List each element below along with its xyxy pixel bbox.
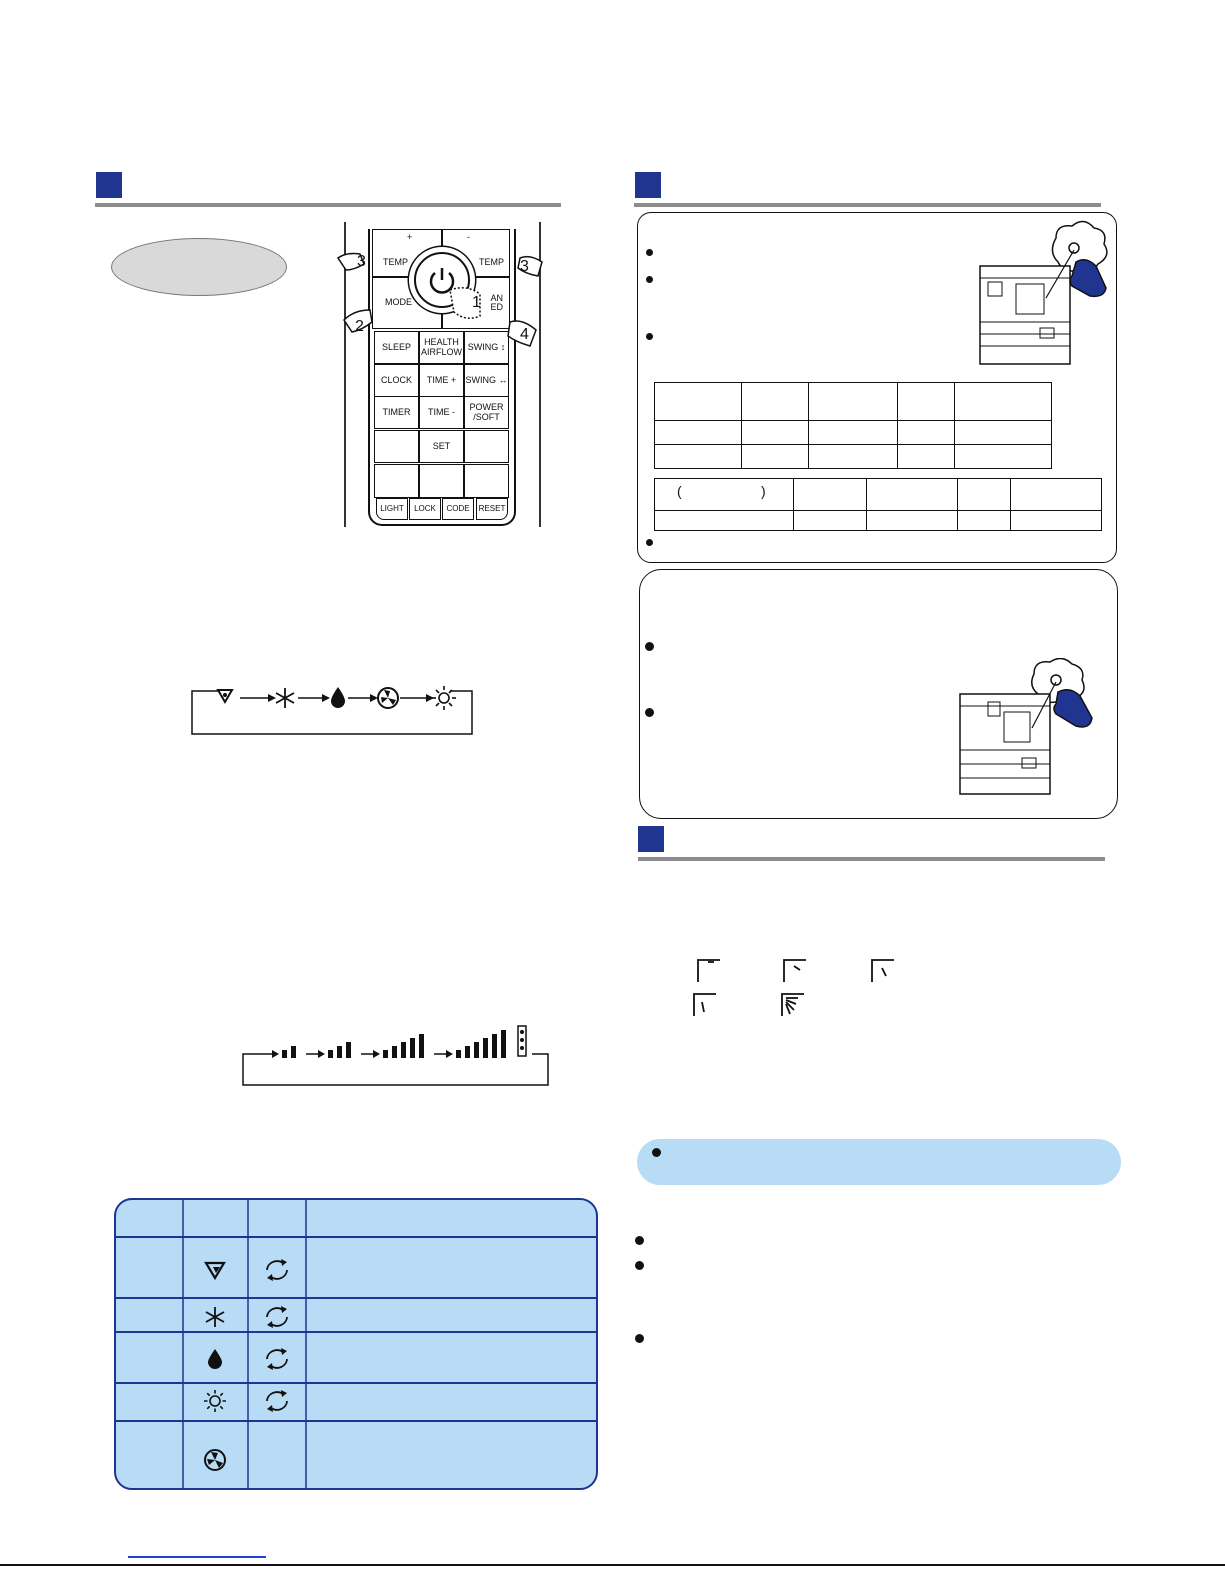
mode-label: MODE (385, 297, 412, 308)
section-rule-left (95, 203, 561, 207)
fan-speed-level-3-icon (383, 1034, 424, 1058)
sleep-label: SLEEP (381, 341, 412, 352)
bracket-right: ) (761, 483, 766, 499)
clock-label: CLOCK (380, 374, 412, 385)
bullet (646, 249, 653, 256)
temp-minus-label: TEMP (479, 257, 505, 267)
section-rule-right-bottom (638, 857, 1105, 861)
reset-button[interactable] (476, 498, 508, 520)
clock-button[interactable] (374, 364, 419, 397)
lock-label: LOCK (414, 503, 436, 513)
indoor-unit-illustration-2 (958, 658, 1110, 798)
note-banner (637, 1139, 1121, 1185)
step-1: 1 (472, 294, 481, 311)
health-airflow-label: HEALTH AIRFLOW (420, 337, 462, 357)
power-soft-label: POWER /SOFT (469, 402, 504, 422)
time-minus-label: TIME - (428, 406, 455, 417)
reset-label: RESET (478, 503, 506, 513)
fan-mode-icon (205, 1450, 225, 1470)
bullet (652, 1148, 661, 1157)
bullet (645, 642, 654, 651)
fan-speed-cycle-diagram (240, 1022, 552, 1088)
louver-position-1-icon (698, 960, 720, 982)
set-label: SET (432, 440, 451, 451)
heat-mode-icon (204, 1390, 226, 1412)
indoor-unit-illustration-1 (976, 218, 1112, 368)
timer-label: TIMER (382, 406, 411, 417)
auto-mode-icon (206, 1263, 224, 1278)
light-button[interactable] (376, 498, 408, 520)
dry-mode-icon (208, 1349, 222, 1369)
step-4: 4 (520, 326, 529, 343)
bullet (635, 1261, 644, 1270)
heat-mode-icon (432, 686, 456, 710)
louver-swing-icon (782, 994, 804, 1016)
auto-mode-icon (218, 690, 232, 702)
cycle-arrows-icon (267, 1390, 287, 1412)
cool-mode-icon (206, 1307, 224, 1327)
time-plus-button[interactable] (419, 364, 464, 397)
set-button[interactable] (419, 430, 464, 463)
cycle-arrows-icon (267, 1348, 287, 1370)
code-button[interactable] (442, 498, 474, 520)
blank-button[interactable] (374, 464, 419, 498)
light-label: LIGHT (380, 503, 404, 513)
temp-plus-sign: + (407, 232, 413, 242)
code-table-1 (654, 382, 1052, 469)
fan-speed-level-2-icon (328, 1042, 351, 1058)
power-soft-button[interactable] (464, 396, 509, 429)
swing-h-label: SWING ↔ (465, 374, 508, 385)
footer-link-underline[interactable] (128, 1556, 266, 1558)
cool-mode-icon (276, 688, 294, 708)
bullet (646, 333, 653, 340)
timer-button[interactable] (374, 396, 419, 429)
swing-v-label: SWING ↕ (467, 341, 506, 352)
section-rule-right-top (634, 203, 1101, 207)
louver-position-2-icon (784, 960, 806, 982)
blank-button[interactable] (464, 430, 509, 463)
section-marker-right-bottom (638, 826, 664, 852)
section-marker-left (96, 172, 122, 198)
time-minus-button[interactable] (419, 396, 464, 429)
fan-auto-icon (518, 1026, 526, 1056)
time-plus-label: TIME + (426, 374, 457, 385)
swing-h-button[interactable] (464, 364, 509, 397)
code-label: CODE (446, 503, 470, 513)
bullet (646, 539, 653, 546)
step-3-right: 3 (520, 258, 529, 275)
dry-mode-icon (331, 687, 345, 708)
louver-position-3-icon (872, 960, 894, 982)
temp-plus-label: TEMP (383, 257, 409, 267)
step-3-left: 3 (357, 253, 366, 270)
bullet (635, 1236, 644, 1245)
blank-button[interactable] (374, 430, 419, 463)
footer-rule (0, 1564, 1225, 1566)
step-2: 2 (355, 318, 364, 335)
temp-minus-sign: - (467, 232, 470, 242)
mode-cycle-diagram (190, 683, 475, 738)
mode-table (114, 1198, 598, 1490)
bullet (645, 708, 654, 717)
mode-table-grid (116, 1200, 596, 1488)
bracket-left: ( (677, 483, 682, 499)
bullet (635, 1334, 644, 1343)
fan-mode-icon (378, 688, 398, 708)
louver-position-4-icon (694, 994, 716, 1016)
louver-positions (690, 956, 900, 1020)
code-table-2 (654, 478, 1102, 531)
bullet (646, 276, 653, 283)
fan-speed-level-4-icon (456, 1030, 506, 1058)
section-marker-right-top (635, 172, 661, 198)
blank-button[interactable] (419, 464, 464, 498)
label-oval (111, 238, 287, 296)
blank-button[interactable] (464, 464, 509, 498)
fan-speed-label: AN ED (490, 292, 503, 312)
cycle-arrows-icon (267, 1306, 287, 1328)
fan-speed-level-1-icon (282, 1046, 296, 1058)
lock-button[interactable] (409, 498, 441, 520)
cycle-arrows-icon (267, 1259, 287, 1281)
